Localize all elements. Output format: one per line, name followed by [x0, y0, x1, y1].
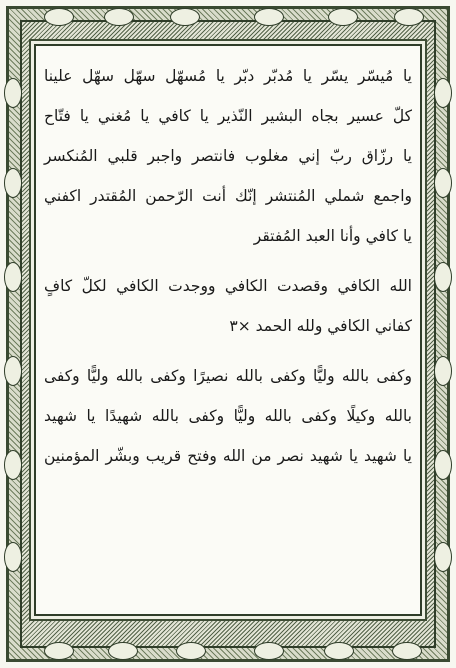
text-line: كلّ عسير بجاه البشير النّذير يا كافي يا مُغني يا فتّاح — [44, 107, 412, 125]
cartouche-ornament — [4, 356, 22, 386]
cartouche-ornament — [4, 78, 22, 108]
cartouche-ornament — [434, 356, 452, 386]
cartouche-ornament — [434, 262, 452, 292]
text-line: بالله وكيلًا وكفى بالله وليًّا وكفى بالله شهيدًا يا شهيد — [44, 407, 412, 425]
text-line: يا شهيد يا شهيد نصر من الله وفتح قريب وبشّر المؤمنين — [44, 447, 412, 465]
cartouche-ornament — [254, 8, 284, 26]
text-line: وكفى بالله وليًّا وكفى بالله نصيرًا وكفى بالله وليًّا وكفى — [44, 367, 412, 385]
cartouche-ornament — [324, 642, 354, 660]
cartouche-ornament — [44, 642, 74, 660]
cartouche-ornament — [4, 168, 22, 198]
cartouche-ornament — [394, 8, 424, 26]
calligraphy-text — [44, 58, 412, 606]
cartouche-ornament — [4, 262, 22, 292]
cartouche-ornament — [254, 642, 284, 660]
cartouche-ornament — [434, 168, 452, 198]
cartouche-ornament — [176, 642, 206, 660]
cartouche-ornament — [104, 8, 134, 26]
cartouche-ornament — [434, 542, 452, 572]
text-line: يا رزّاق ربّ إني مغلوب فانتصر واجبر قلبي المُنكسر — [44, 147, 412, 165]
text-line: يا كافي وأنا العبد المُفتقر — [253, 227, 412, 245]
cartouche-ornament — [4, 450, 22, 480]
cartouche-ornament — [392, 642, 422, 660]
text-line: الله الكافي وقصدت الكافي ووجدت الكافي لكلّ كافٍ — [44, 277, 412, 295]
text-line: واجمع شملي المُنتشر إنّك أنت الرّحمن المُقتدر اكفني — [44, 187, 412, 205]
cartouche-ornament — [44, 8, 74, 26]
cartouche-ornament — [434, 78, 452, 108]
cartouche-ornament — [4, 542, 22, 572]
cartouche-ornament — [328, 8, 358, 26]
cartouche-ornament — [108, 642, 138, 660]
cartouche-ornament — [170, 8, 200, 26]
text-line: يا مُيسّر يسّر يا مُدبّر دبّر يا مُسهّل سهّل سهّل علينا — [44, 67, 412, 85]
text-line: كفاني الكافي ولله الحمد ×٣ — [229, 317, 412, 335]
cartouche-ornament — [434, 450, 452, 480]
